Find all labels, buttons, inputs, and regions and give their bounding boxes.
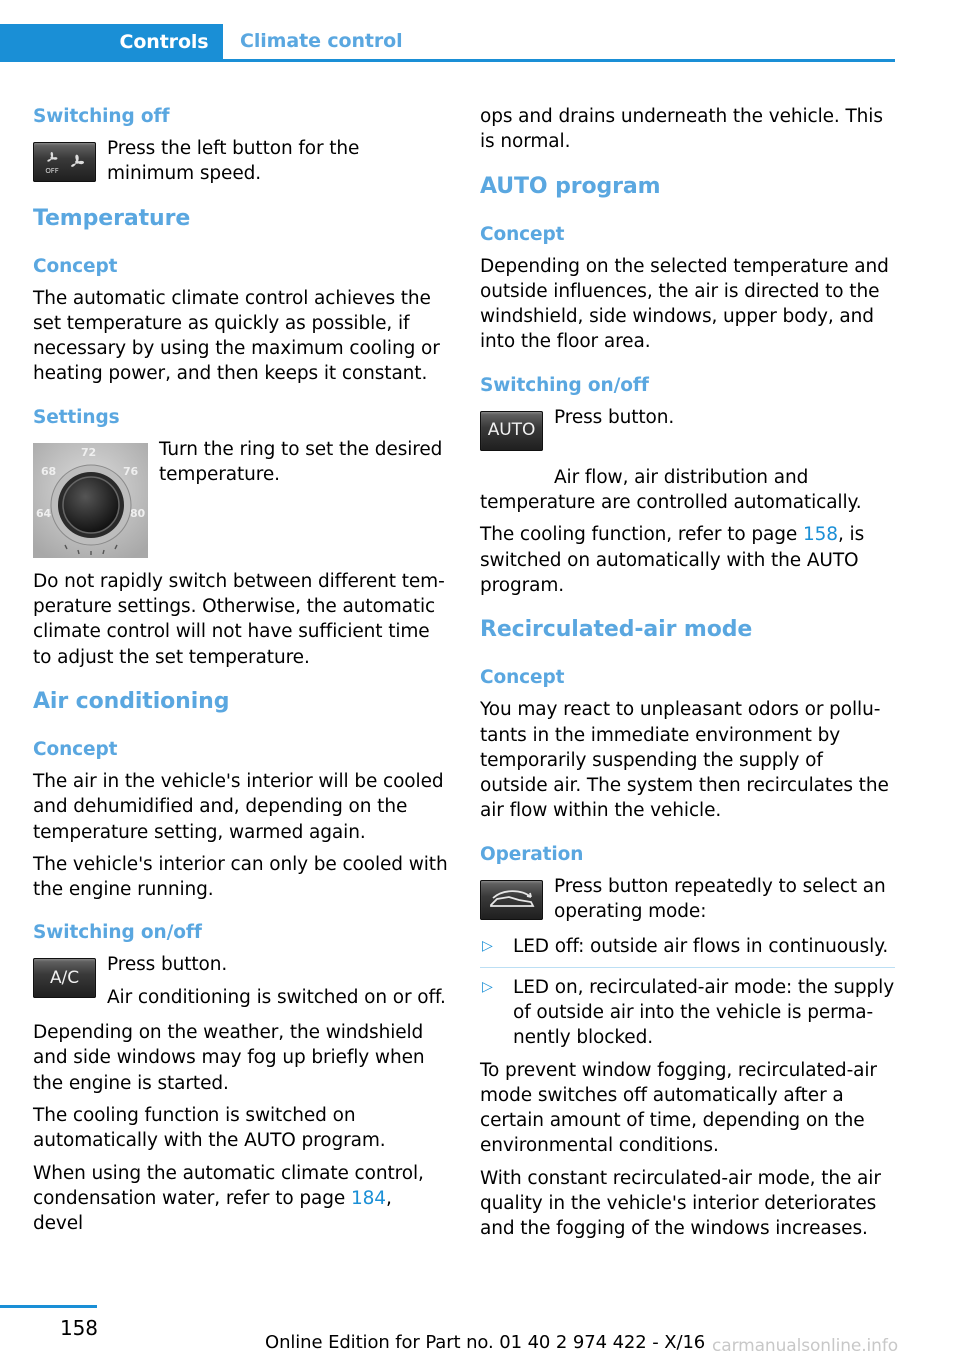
list-divider bbox=[480, 967, 895, 968]
auto-switch-heading: Switching on/off bbox=[480, 374, 649, 396]
list-item bbox=[480, 975, 895, 1051]
header-tab-controls: Controls bbox=[0, 24, 223, 62]
list-item-text: LED off: outside air flows in continuously. bbox=[513, 936, 889, 958]
temperature-settings-text: Turn the ring to set the desired temperature. bbox=[159, 438, 443, 486]
auto-button-image bbox=[480, 411, 543, 451]
air-conditioning-concept-heading: Concept bbox=[33, 738, 118, 760]
air-conditioning-concept-text-2: The vehicle's interior can only be cooled with the engine running. bbox=[33, 853, 448, 901]
temperature-settings-block bbox=[33, 437, 448, 555]
list-item-text: LED on, recirculated-air mode: the supply of outside air into the vehicle is permanently blocked. bbox=[513, 976, 895, 1049]
temperature-concept-text: The automatic climate control achieves the set temperature as quickly as possible, if necessary by using the maximum cooling or heating power, and then keeps it constant. bbox=[33, 287, 440, 385]
auto-concept-heading: Concept bbox=[480, 223, 565, 245]
switching-off-heading: Switching off bbox=[33, 106, 170, 127]
list-item bbox=[480, 934, 895, 959]
auto-program-heading: AUTO program bbox=[480, 173, 661, 199]
recirc-concept-heading: Concept bbox=[480, 667, 565, 689]
air-conditioning-switch-block bbox=[33, 952, 448, 1010]
recirc-operation-block bbox=[480, 874, 895, 925]
recirculated-air-heading: Recirculated-air mode bbox=[480, 617, 753, 643]
triangle-bullet-icon: ▷ bbox=[482, 978, 493, 995]
knob-label-76: 76 bbox=[123, 464, 139, 478]
para-3-start: When using the automatic climate control, condensation water, refer to page bbox=[33, 1162, 424, 1209]
edition-text: Online Edition for Part no. 01 40 2 974 422 - X/16 bbox=[265, 1332, 706, 1353]
left-column bbox=[33, 104, 448, 1243]
page-header bbox=[0, 24, 895, 62]
header-tab-climate-control: Climate control bbox=[240, 29, 403, 52]
auto-cooling-end: , is switched on automatically with the AUTO program. bbox=[480, 524, 865, 596]
header-rule bbox=[0, 59, 895, 62]
knob-label-80: 80 bbox=[130, 506, 146, 520]
temperature-knob-icon bbox=[33, 443, 148, 558]
temperature-heading: Temperature bbox=[33, 205, 191, 231]
recirc-para-2: With constant recirculated-air mode, the air quality in the vehicle's interior deteriorates and the fogging of the windows increases. bbox=[480, 1167, 881, 1240]
triangle-bullet-icon: ▷ bbox=[482, 938, 493, 955]
temperature-settings-heading: Settings bbox=[33, 406, 120, 428]
svg-text:OFF: OFF bbox=[45, 167, 59, 175]
recirc-mode-list bbox=[480, 934, 895, 1050]
air-conditioning-para-3 bbox=[33, 1161, 448, 1237]
air-conditioning-para-1: Depending on the weather, the windshield and side windows may fog up briefly when the engine is started. bbox=[33, 1022, 425, 1094]
auto-switch-text-1: Press button. bbox=[554, 406, 675, 428]
switching-off-text: Press the left button for the minimum speed. bbox=[107, 138, 360, 185]
auto-switch-text-2: Air flow, air distribution and temperature are controlled automatically. bbox=[480, 466, 862, 514]
para-3-end: , devel bbox=[33, 1187, 392, 1235]
right-column bbox=[480, 104, 895, 1249]
auto-concept-text: Depending on the selected temperature and outside influences, the air is directed to the windshield, side windows, upper body, and into the floor area. bbox=[480, 255, 889, 353]
auto-switch-block bbox=[480, 405, 895, 455]
recirculation-car-icon bbox=[487, 888, 537, 912]
fan-off-icon bbox=[41, 148, 63, 176]
ac-button-label: A/C bbox=[50, 967, 79, 988]
air-conditioning-switch-text-1: Press button. bbox=[107, 954, 228, 976]
knob-label-72: 72 bbox=[81, 445, 97, 459]
air-conditioning-switch-text-2: Air conditioning is switched on or off. bbox=[107, 986, 446, 1008]
page-number: 158 bbox=[60, 1316, 98, 1340]
temperature-concept-heading: Concept bbox=[33, 255, 118, 277]
recirc-operation-text: Press button repeatedly to select an operating mode: bbox=[554, 875, 886, 923]
temperature-knob-image bbox=[33, 443, 148, 558]
recirc-operation-heading: Operation bbox=[480, 843, 584, 865]
fan-icon bbox=[66, 151, 88, 173]
recirc-concept-text: You may react to unpleasant odors or pollutants in the immediate environment by temporarily suspending the supply of outside air. The system then recirculates the air flow within the vehicle. bbox=[480, 699, 889, 822]
footer-rule bbox=[0, 1305, 97, 1308]
continued-text: ops and drains underneath the vehicle. This is normal. bbox=[480, 106, 883, 153]
switching-off-block bbox=[33, 136, 448, 187]
page-link-184[interactable]: 184 bbox=[350, 1187, 386, 1209]
page-link-158[interactable]: 158 bbox=[802, 524, 838, 546]
auto-cooling-start: The cooling function, refer to page bbox=[480, 524, 803, 546]
fan-off-button-image bbox=[33, 142, 96, 182]
ac-button-image bbox=[33, 958, 96, 998]
temperature-warning-text: Do not rapidly switch between different temperature settings. Otherwise, the automatic climate control will not have sufficient time to adjust the set temperature. bbox=[33, 570, 445, 668]
air-conditioning-switch-heading: Switching on/off bbox=[33, 922, 202, 944]
air-conditioning-concept-text-1: The air in the vehicle's interior will be cooled and dehumidified and, depending on the temperature setting, warmed again. bbox=[33, 770, 444, 843]
knob-label-64: 64 bbox=[36, 506, 52, 520]
knob-label-68: 68 bbox=[41, 464, 57, 478]
air-conditioning-heading: Air conditioning bbox=[33, 688, 230, 714]
auto-button-label: AUTO bbox=[487, 420, 536, 441]
recirc-para-1: To prevent window fogging, recirculated-air mode switches off automatically after a certain amount of time, depending on the environmental conditions. bbox=[480, 1059, 877, 1157]
watermark: carmanualsonline.info bbox=[712, 1336, 899, 1356]
recirc-button-image bbox=[480, 880, 543, 920]
auto-cooling-text bbox=[480, 522, 895, 598]
air-conditioning-para-2: The cooling function is switched on automatically with the AUTO program. bbox=[33, 1104, 386, 1152]
